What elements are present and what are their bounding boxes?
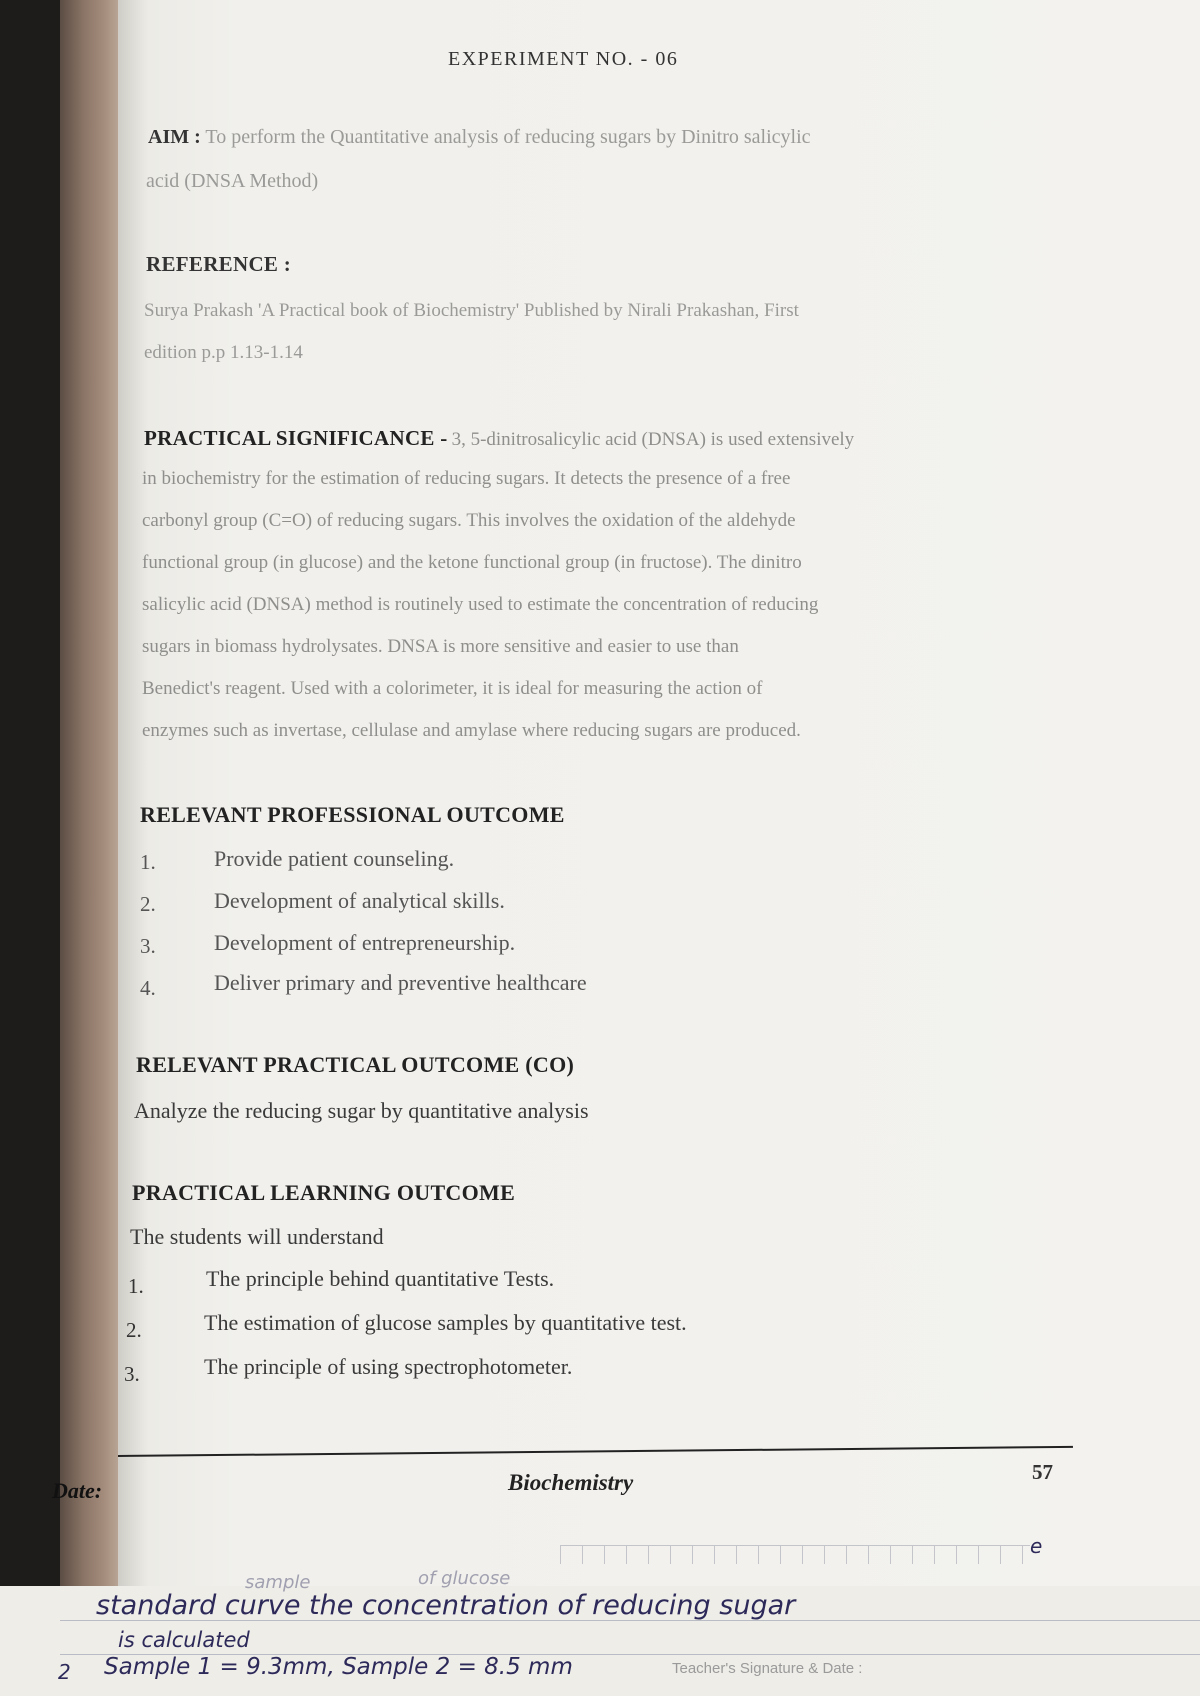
- teacher-signature-label: Teacher's Signature & Date :: [672, 1660, 863, 1677]
- margin-mark: 2: [58, 1660, 71, 1684]
- list-item: The estimation of glucose samples by quantitative test.: [204, 1310, 687, 1335]
- learning-outcome-intro: The students will understand: [130, 1224, 384, 1249]
- aim-line-2: acid (DNSA Method): [146, 170, 319, 192]
- notebook-grid: [560, 1545, 1030, 1564]
- list-item: The principle of using spectrophotometer.: [204, 1354, 573, 1379]
- book-binding: [0, 0, 60, 1586]
- page-number: 57: [1032, 1460, 1053, 1484]
- significance-line-6: Benedict's reagent. Used with a colorimeter, it is ideal for measuring the action of: [142, 678, 763, 699]
- practical-outcome-text: Analyze the reducing sugar by quantitative analysis: [134, 1098, 589, 1123]
- list-item-number: 1.: [128, 1274, 144, 1298]
- learning-outcome-heading: PRACTICAL LEARNING OUTCOME: [132, 1180, 516, 1205]
- notebook-page: [118, 0, 1200, 1586]
- experiment-title: EXPERIMENT NO. - 06: [448, 48, 679, 70]
- faint-handwriting-b: of glucose: [418, 1568, 511, 1589]
- faint-handwriting-a: sample: [245, 1572, 311, 1593]
- aim-line-1: [148, 126, 811, 149]
- list-item: The principle behind quantitative Tests.: [206, 1266, 555, 1291]
- significance-text-0: 3, 5-dinitrosalicylic acid (DNSA) is used extensively: [451, 429, 855, 450]
- significance-line-3: functional group (in glucose) and the ketone functional group (in fructose). The dinitro: [142, 552, 802, 573]
- footer-subject: Biochemistry: [508, 1470, 634, 1495]
- significance-line-0: [144, 426, 854, 451]
- book-spine: [60, 0, 118, 1586]
- list-item: Provide patient counseling.: [214, 846, 455, 871]
- list-item: Development of analytical skills.: [214, 888, 505, 913]
- list-item-number: 1.: [140, 850, 156, 874]
- significance-label: PRACTICAL SIGNIFICANCE -: [144, 426, 448, 450]
- reference-line-1: Surya Prakash 'A Practical book of Biochemistry' Published by Nirali Prakashan, First: [144, 300, 799, 321]
- aim-label: AIM :: [148, 126, 201, 148]
- handwriting-mark: e: [1030, 1534, 1043, 1558]
- list-item-number: 2.: [126, 1318, 142, 1342]
- significance-line-7: enzymes such as invertase, cellulase and amylase where reducing sugars are produced.: [142, 720, 801, 741]
- list-item-number: 4.: [140, 976, 156, 1000]
- reference-line-2: edition p.p 1.13-1.14: [144, 342, 303, 363]
- list-item: Development of entrepreneurship.: [214, 930, 516, 955]
- significance-line-1: in biochemistry for the estimation of reducing sugars. It detects the presence of a free: [142, 468, 791, 489]
- list-item-number: 2.: [140, 892, 156, 916]
- aim-text: To perform the Quantitative analysis of reducing sugars by Dinitro salicylic: [205, 126, 811, 148]
- list-item-number: 3.: [140, 934, 156, 958]
- reference-heading: REFERENCE :: [146, 252, 292, 276]
- list-item: Deliver primary and preventive healthcare: [214, 970, 587, 995]
- professional-outcome-heading: RELEVANT PROFESSIONAL OUTCOME: [140, 802, 565, 827]
- significance-line-4: salicylic acid (DNSA) method is routinely used to estimate the concentration of reducing: [142, 594, 819, 615]
- handwriting-line-1: standard curve the concentration of reducing sugar: [96, 1590, 796, 1621]
- practical-outcome-heading: RELEVANT PRACTICAL OUTCOME (CO): [136, 1052, 575, 1077]
- date-label: Date:: [52, 1478, 103, 1503]
- significance-line-5: sugars in biomass hydrolysates. DNSA is more sensitive and easier to use than: [142, 636, 739, 657]
- significance-line-2: carbonyl group (C=O) of reducing sugars. This involves the oxidation of the aldehyde: [142, 510, 796, 531]
- handwriting-line-3: Sample 1 = 9.3mm, Sample 2 = 8.5 mm: [104, 1654, 573, 1680]
- handwriting-line-2: is calculated: [118, 1628, 250, 1652]
- list-item-number: 3.: [124, 1362, 140, 1386]
